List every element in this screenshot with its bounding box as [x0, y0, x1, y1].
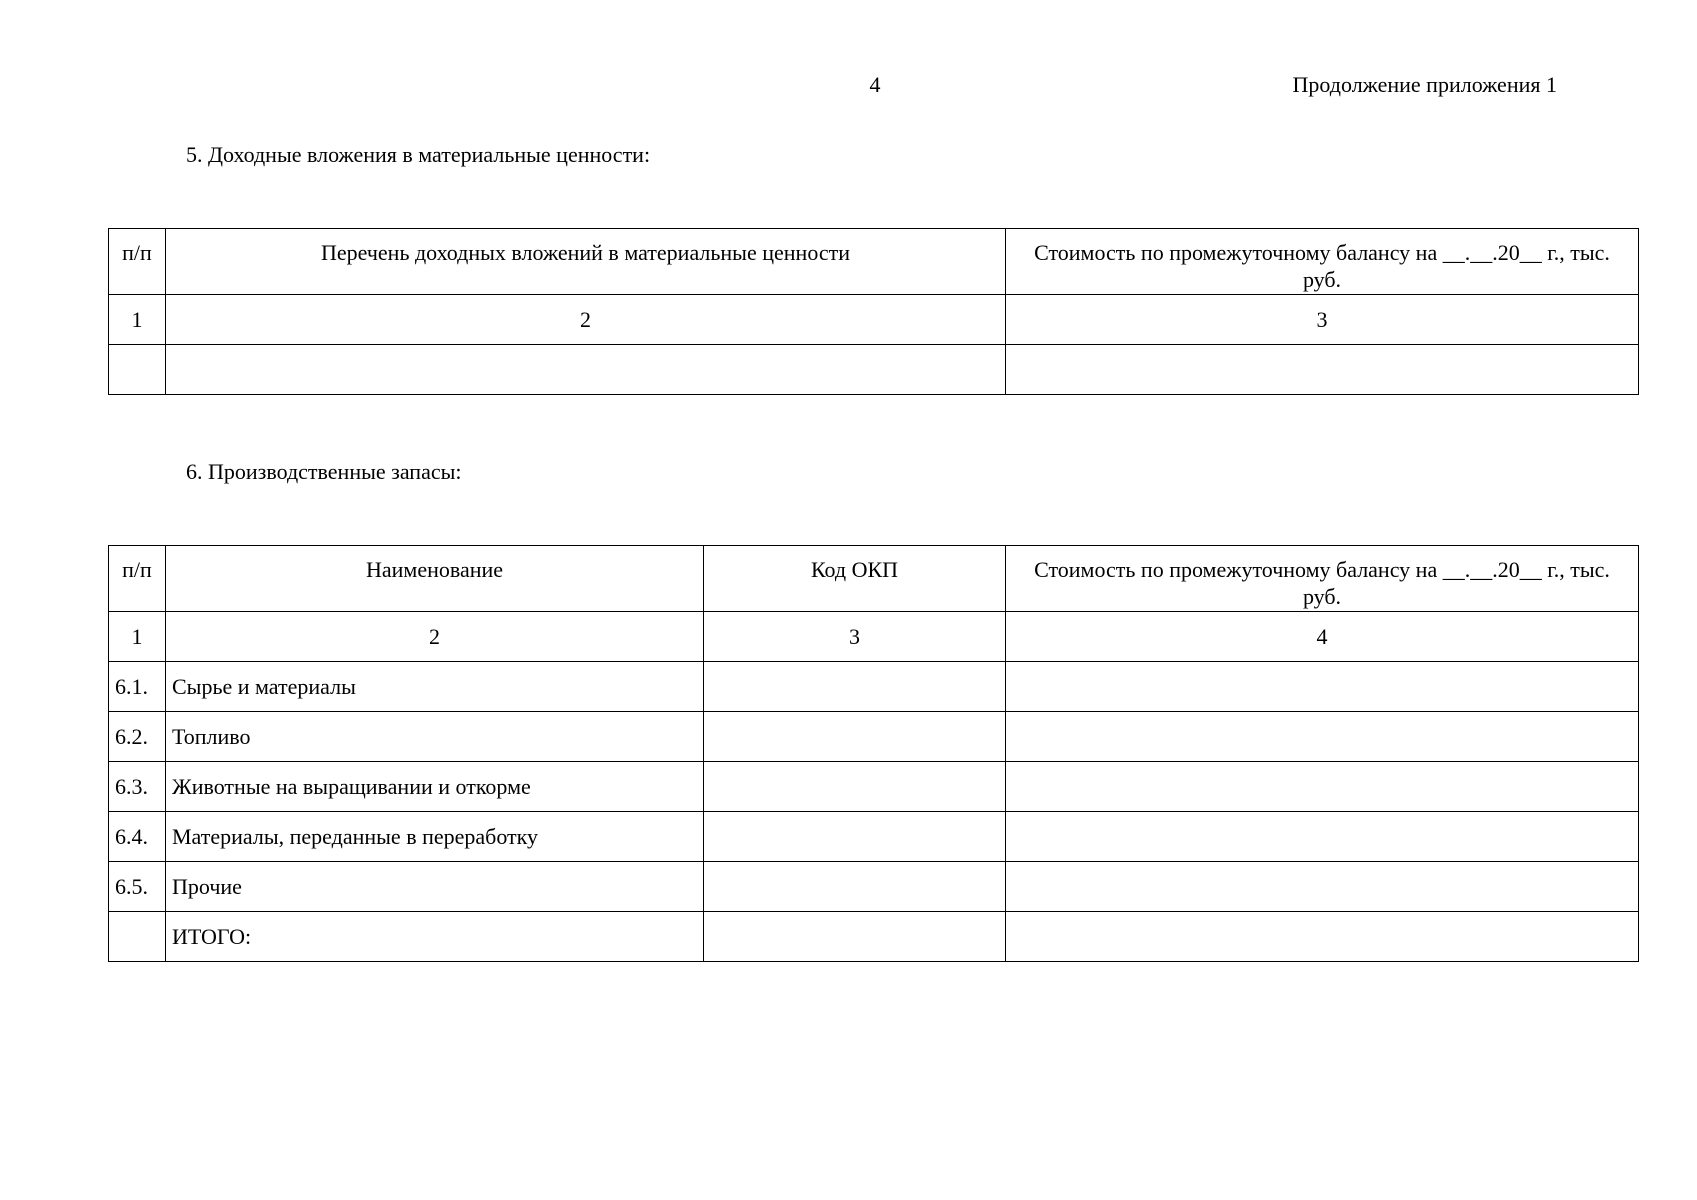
- section-6-table: [108, 545, 1639, 962]
- section-6-title: 6. Производственные запасы:: [186, 459, 462, 484]
- table-row: [109, 345, 1639, 395]
- column-header-cost: Стоимость по промежуточному балансу на __.__.20__ г., тыс. руб.: [1006, 546, 1639, 612]
- table-cell: [109, 345, 166, 395]
- row-name: Прочие: [166, 862, 704, 912]
- column-number: 4: [1006, 612, 1639, 662]
- column-number: 1: [109, 295, 166, 345]
- table-cell: [1006, 345, 1639, 395]
- row-name: Сырье и материалы: [166, 662, 704, 712]
- column-numbers-row: [109, 612, 1639, 662]
- column-header-investments-list: Перечень доходных вложений в материальные ценности: [166, 229, 1006, 295]
- okp-code-cell: [704, 762, 1006, 812]
- total-row: [109, 912, 1639, 962]
- cost-cell: [1006, 862, 1639, 912]
- row-name: Материалы, переданные в переработку: [166, 812, 704, 862]
- column-number: 2: [166, 295, 1006, 345]
- row-number: [109, 912, 166, 962]
- row-number: 6.5.: [109, 862, 166, 912]
- column-number: 3: [704, 612, 1006, 662]
- table-row: [109, 712, 1639, 762]
- row-name: Животные на выращивании и откорме: [166, 762, 704, 812]
- section-5-table: [108, 228, 1639, 395]
- table-header-row: [109, 546, 1639, 612]
- table-row: [109, 762, 1639, 812]
- okp-code-cell: [704, 862, 1006, 912]
- okp-code-cell: [704, 812, 1006, 862]
- appendix-label: Продолжение приложения 1: [1292, 72, 1557, 97]
- column-header-cost: Стоимость по промежуточному балансу на __.__.20__ г., тыс. руб.: [1006, 229, 1639, 295]
- cost-cell: [1006, 912, 1639, 962]
- table-header-row: [109, 229, 1639, 295]
- column-header-okp-code: Код ОКП: [704, 546, 1006, 612]
- total-label: ИТОГО:: [166, 912, 704, 962]
- table-row: [109, 662, 1639, 712]
- cost-cell: [1006, 712, 1639, 762]
- row-number: 6.2.: [109, 712, 166, 762]
- table-cell: [166, 345, 1006, 395]
- column-header-number: п/п: [109, 546, 166, 612]
- row-number: 6.4.: [109, 812, 166, 862]
- column-number: 2: [166, 612, 704, 662]
- table-row: [109, 812, 1639, 862]
- row-number: 6.3.: [109, 762, 166, 812]
- row-name: Топливо: [166, 712, 704, 762]
- page-number: 4: [869, 72, 881, 97]
- okp-code-cell: [704, 712, 1006, 762]
- section-5-title: 5. Доходные вложения в материальные ценности:: [186, 142, 651, 167]
- cost-cell: [1006, 662, 1639, 712]
- column-number: 1: [109, 612, 166, 662]
- cost-cell: [1006, 812, 1639, 862]
- column-numbers-row: [109, 295, 1639, 345]
- cost-cell: [1006, 762, 1639, 812]
- okp-code-cell: [704, 662, 1006, 712]
- column-header-name: Наименование: [166, 546, 704, 612]
- table-row: [109, 862, 1639, 912]
- row-number: 6.1.: [109, 662, 166, 712]
- okp-code-cell: [704, 912, 1006, 962]
- column-number: 3: [1006, 295, 1639, 345]
- column-header-number: п/п: [109, 229, 166, 295]
